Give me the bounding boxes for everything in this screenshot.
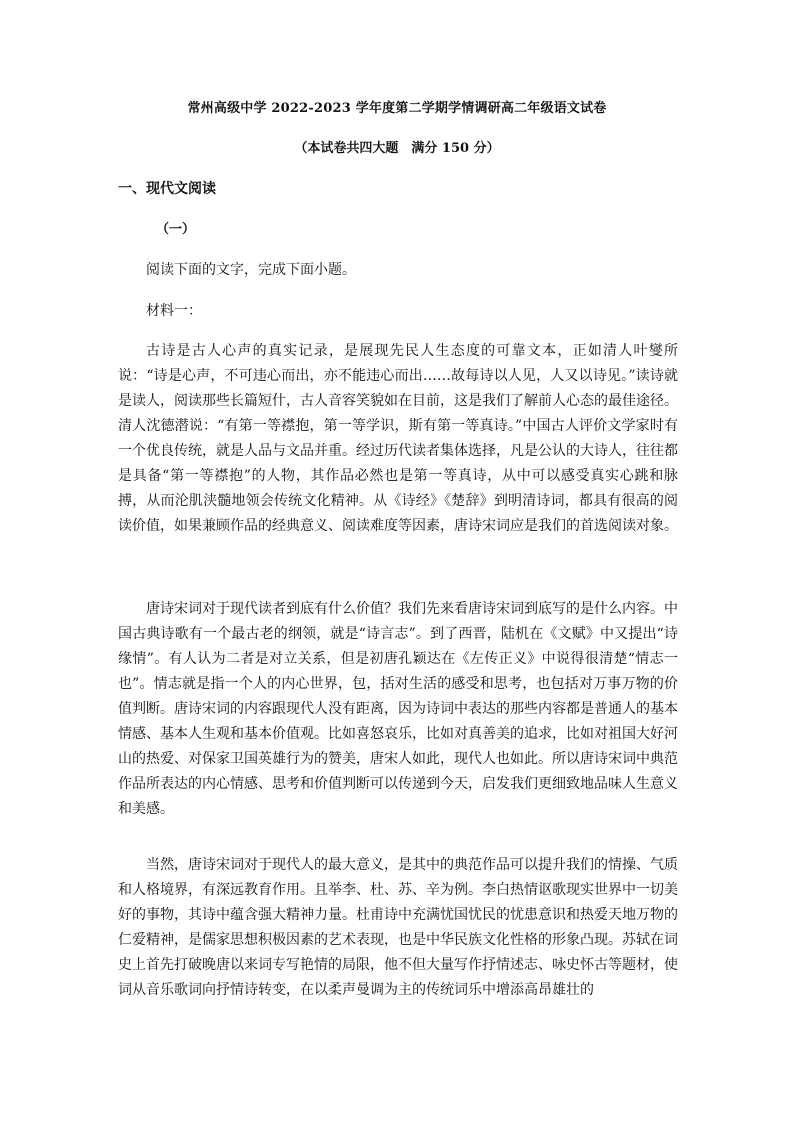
paragraph-3: 当然，唐诗宋词对于现代人的最大意义，是其中的典范作品可以提升我们的情操、气质和人格境界，有深远教育作用。且举李、杜、苏、辛为例。李白热情讴歌现实世界中一切美好的事物，其诗中蕴含强大精神力量。杜甫诗中充满忧国忧民的忧患意识和热爱天地万物的仁爱精神，是儒家思想积极因素的艺术表现，也是中华民族文化性格的形象凸现。苏轼在词史上首先打破晚唐以来词专写艳情的局限，他不但大量写作抒情述志、咏史怀古等题材，使词从音乐歌词向抒情诗转变，在以柔声曼调为主的传统词乐中增添高昂雄壮的 [118,857,678,998]
material-label: 材料一： [146,303,202,319]
subsection-heading: （一） [156,222,196,237]
paragraph-1: 古诗是古人心声的真实记录，是展现先民人生态度的可靠文本，正如清人叶燮所说：“诗是心声，不可违心而出，亦不能违心而出……故每诗以人见，人又以诗见。”读诗就是读人，阅读那些长篇短什，古人音容笑貌如在目前，这是我们了解前人心态的最佳途径。清人沈德潜说：“有第一等襟抱，第一等学识，斯有第一等真诗。”中国古人评价文学家时有一个优良传统，就是人品与文品并重。经过历代读者集体选择，凡是公认的大诗人，往往都是具备“第一等襟抱”的人物，其作品必然也是第一等真诗，从中可以感受真实心跳和脉搏，从而沦肌浃髓地领会传统文化精神。从《诗经》《楚辞》到明清诗词，都具有很高的阅读价值，如果兼顾作品的经典意义、阅读难度等因素，唐诗宋词应是我们的首选阅读对象。 [118,343,678,534]
exam-title: 常州高级中学 2022-2023 学年度第二学期学情调研高二年级语文试卷 [187,101,607,116]
paragraph-2: 唐诗宋词对于现代读者到底有什么价值？我们先来看唐诗宋词到底写的是什么内容。中国古典诗歌有一个最古老的纲领，就是“诗言志”。到了西晋，陆机在《文赋》中又提出“诗缘情”。有人认为二者是对立关系，但是初唐孔颖达在《左传正义》中说得很清楚“情志一也”。情志就是指一个人的内心世界，包，括对生活的感受和思考，也包括对万事万物的价值判断。唐诗宋词的内容跟现代人没有距离，因为诗词中表达的那些内容都是普通人的基本情感、基本人生观和基本价值观。比如喜怒哀乐，比如对真善美的追求，比如对祖国大好河山的热爱、对保家卫国英雄行为的赞美，唐宋人如此，现代人也如此。所以唐诗宋词中典范作品所表达的内心情感、思考和价值判断可以传递到今天，启发我们更细致地品味人生意义和美感。 [118,601,678,817]
reading-instruction: 阅读下面的文字，完成下面小题。 [146,262,356,278]
exam-subtitle: （本试卷共四大题 满分 150 分） [294,141,500,156]
section-heading: 一、现代文阅读 [118,181,216,197]
